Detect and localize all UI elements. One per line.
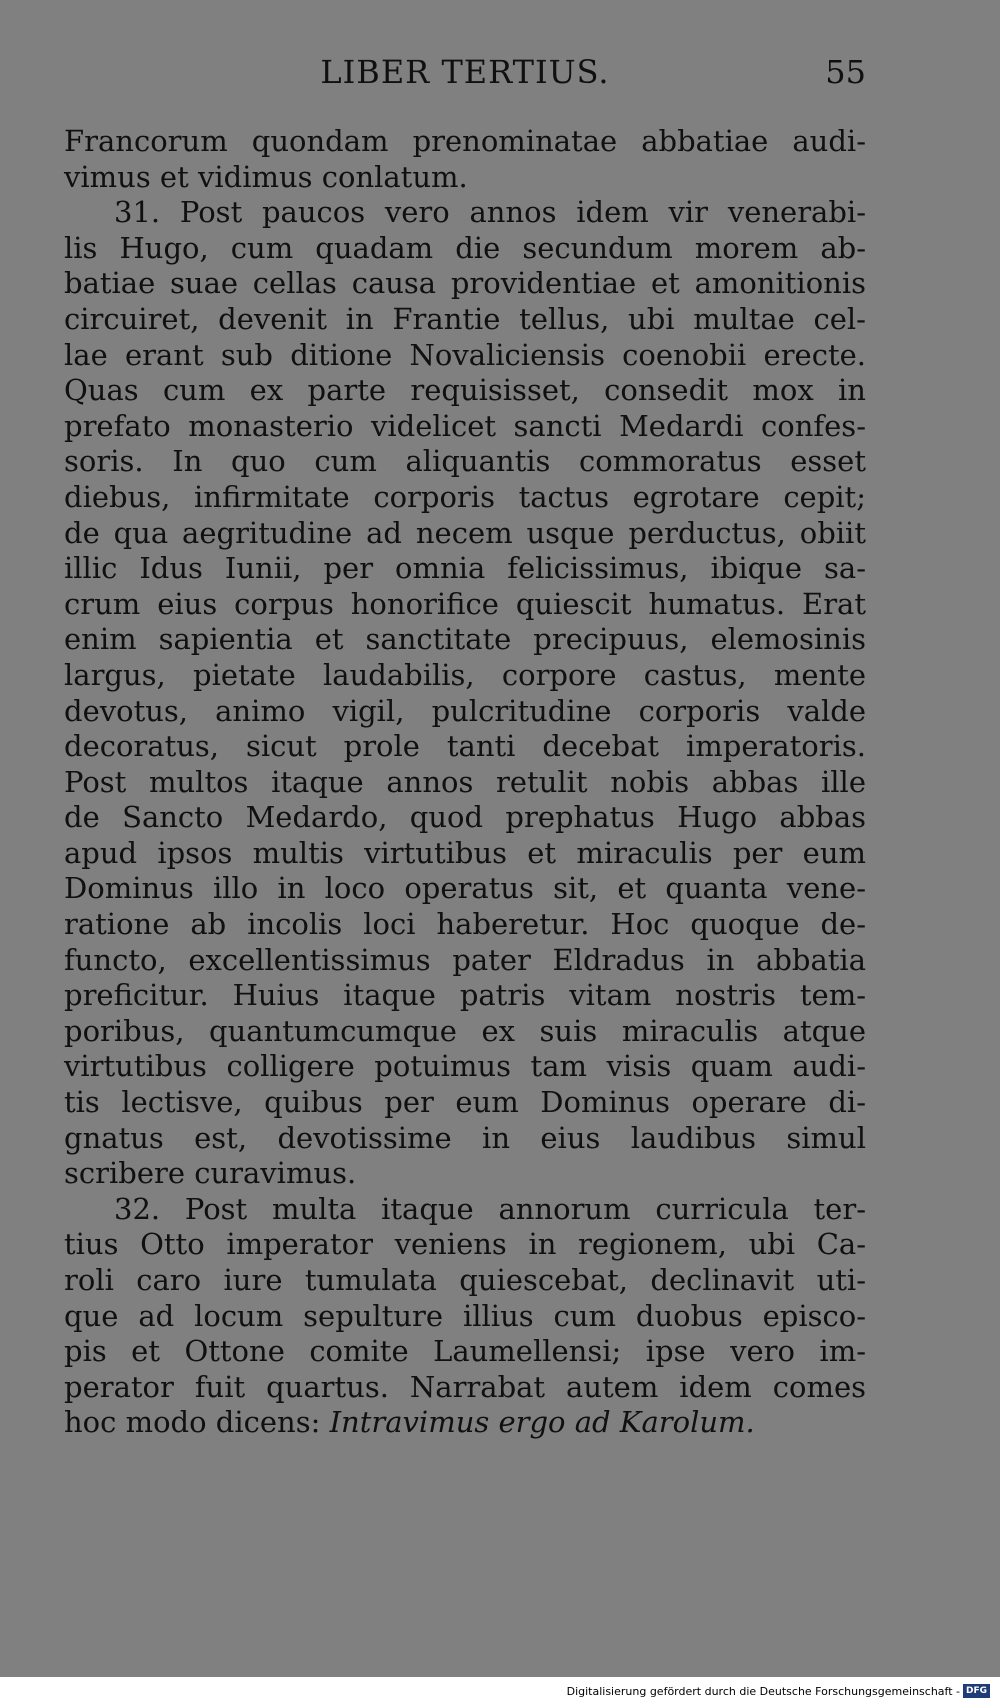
text-line: lae erant sub ditione Novaliciensis coenobii erecte. [64, 337, 866, 372]
text-line: vimus et vidimus conlatum. [64, 159, 468, 194]
text-line: tius Otto imperator veniens in regionem, ubi Ca- [64, 1227, 866, 1262]
text-line: 31. Post paucos vero annos idem vir venerabi- [114, 195, 866, 230]
text-line: Quas cum ex parte requisisset, consedit mox in [64, 373, 866, 408]
running-head [64, 52, 866, 92]
text-line: de Sancto Medardo, quod prephatus Hugo abbas [64, 800, 866, 835]
body-text [64, 124, 866, 1441]
text-line: virtutibus colligere potuimus tam visis quam audi- [64, 1049, 866, 1084]
text-line: gnatus est, devotissime in eius laudibus simul [64, 1120, 866, 1155]
digitization-credit [567, 1681, 990, 1701]
text-line: preficitur. Huius itaque patris vitam nostris tem- [64, 978, 866, 1013]
text-line: Francorum quondam prenominatae abbatiae audi- [64, 124, 866, 158]
dfg-logo: DFG [963, 1684, 990, 1698]
text-line: ratione ab incolis loci haberetur. Hoc quoque de- [64, 907, 866, 942]
text-line: pis et Ottone comite Laumellensi; ipse vero im- [64, 1334, 866, 1369]
text-line: perator fuit quartus. Narrabat autem idem comes [64, 1369, 866, 1404]
text-line: 32. Post multa itaque annorum curricula ter- [114, 1191, 866, 1226]
final-line-roman: hoc modo dicens: [64, 1405, 330, 1440]
text-line: de qua aegritudine ad necem usque perductus, obiit [64, 515, 866, 550]
text-line: decoratus, sicut prole tanti decebat imperatoris. [64, 729, 866, 764]
running-title: LIBER TERTIUS. [320, 53, 610, 91]
text-line: crum eius corpus honorifice quiescit humatus. Erat [64, 586, 866, 621]
text-line: tis lectisve, quibus per eum Dominus operare di- [64, 1085, 866, 1120]
page-number: 55 [825, 53, 866, 91]
text-line: diebus, infirmitate corporis tactus egrotare cepit; [64, 479, 866, 514]
text-line-final [64, 1405, 866, 1441]
text-line: prefato monasterio videlicet sancti Medardi confes- [64, 408, 866, 443]
text-line: batiae suae cellas causa providentiae et amonitionis [64, 266, 866, 301]
text-line: poribus, quantumcumque ex suis miraculis atque [64, 1013, 866, 1048]
text-line: apud ipsos multis virtutibus et miraculis per eum [64, 835, 866, 870]
text-line: Post multos itaque annos retulit nobis abbas ille [64, 764, 866, 799]
text-line: largus, pietate laudabilis, corpore castus, mente [64, 657, 866, 692]
text-line: illic Idus Iunii, per omnia felicissimus, ibique sa- [64, 551, 866, 586]
text-line: functo, excellentissimus pater Eldradus in abbatia [64, 942, 866, 977]
text-line: que ad locum sepulture illius cum duobus episco- [64, 1298, 866, 1333]
text-line: scribere curavimus. [64, 1156, 357, 1191]
text-line: circuiret, devenit in Frantie tellus, ubi multae cel- [64, 301, 866, 336]
text-line: soris. In quo cum aliquantis commoratus esset [64, 444, 866, 479]
text-line: lis Hugo, cum quadam die secundum morem ab- [64, 230, 866, 265]
text-line: roli caro iure tumulata quiescebat, declinavit uti- [64, 1263, 866, 1297]
credit-text: Digitalisierung gefördert durch die Deutsche Forschungsgemeinschaft - [566, 1684, 960, 1698]
text-line: Dominus illo in loco operatus sit, et quanta vene- [64, 871, 866, 906]
text-line: enim sapientia et sanctitate precipuus, elemosinis [64, 622, 866, 657]
final-line-italic: Intravimus ergo ad Karolum. [329, 1405, 755, 1440]
text-line: devotus, animo vigil, pulcritudine corporis valde [64, 693, 866, 728]
